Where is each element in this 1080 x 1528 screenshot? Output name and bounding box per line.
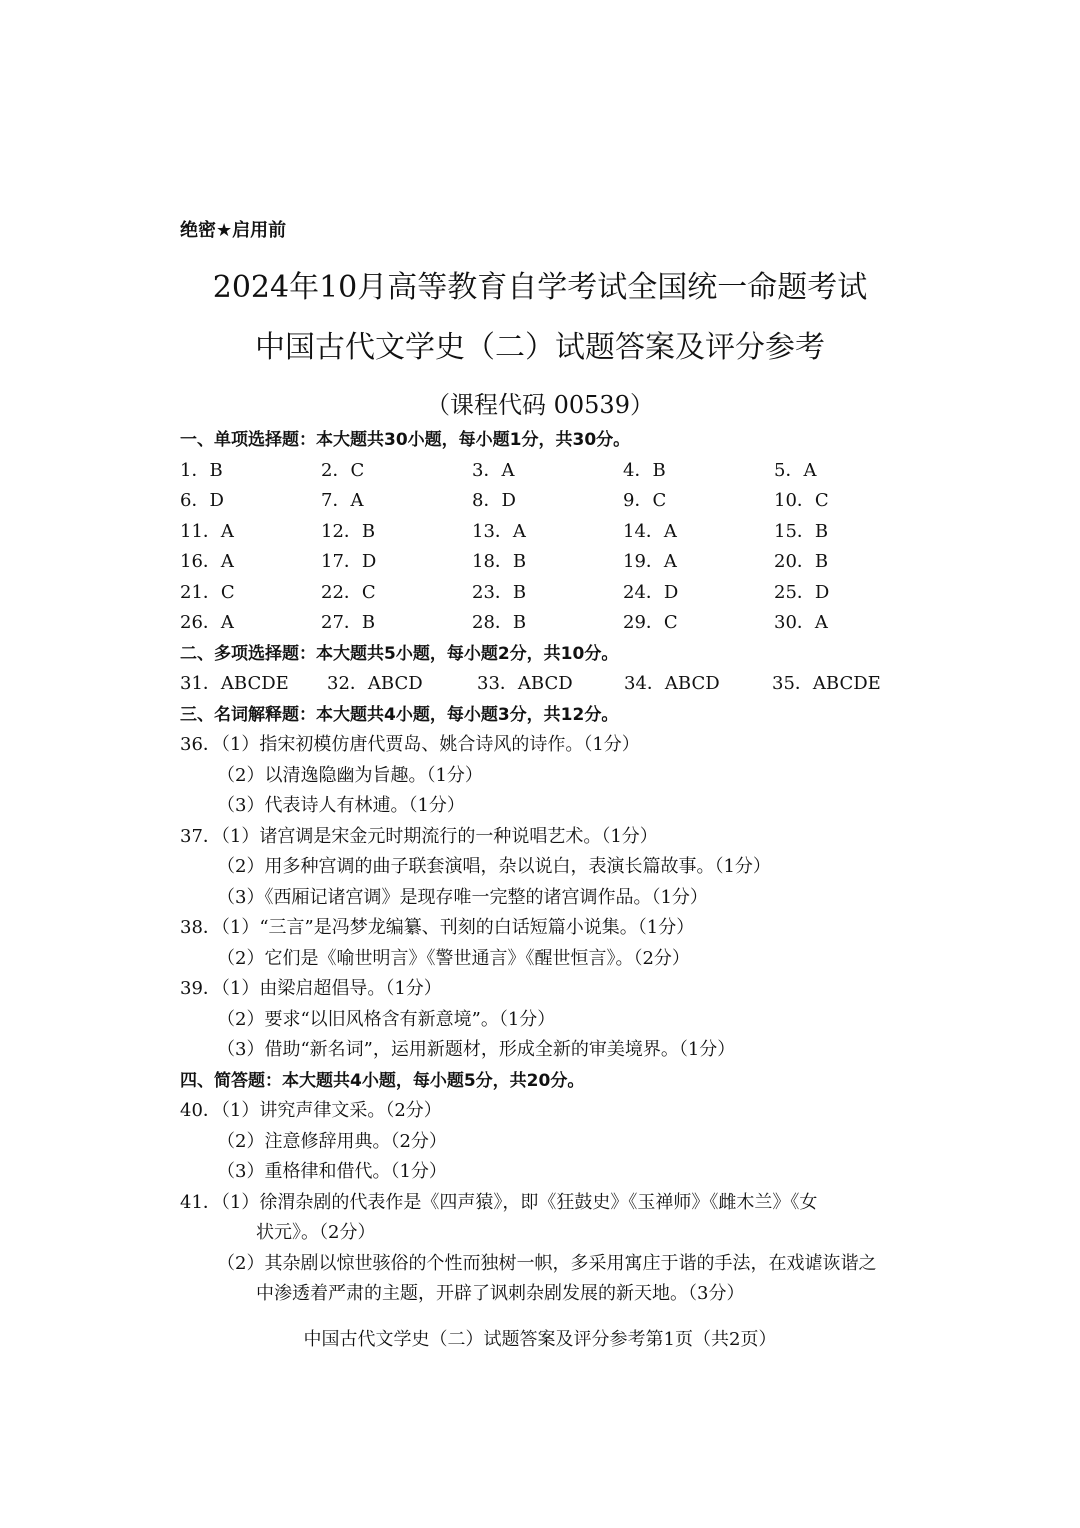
answer-cell: 22．C: [321, 581, 376, 603]
answer-line: （2）它们是《喻世明言》《警世通言》《醒世恒言》。（2分）: [217, 947, 690, 969]
answer-cell: 34．ABCD: [624, 673, 720, 694]
answer-line: 41．（1）徐渭杂剧的代表作是《四声猿》，即《狂鼓史》《玉禅师》《雌木兰》《女: [180, 1191, 818, 1213]
answer-cell: 28．B: [472, 612, 527, 633]
answer-line: 37．（1）诸宫调是宋金元时期流行的一种说唱艺术。（1分）: [180, 825, 658, 847]
answer-line: （2）其杂剧以惊世骇俗的个性而独树一帜，多采用寓庄于谐的手法，在戏谑诙谐之: [217, 1252, 877, 1274]
answer-cell: 30．A: [774, 612, 828, 633]
answer-row: [180, 486, 920, 517]
answer-line: （3）借助“新名词”，运用新题材，形成全新的审美境界。（1分）: [217, 1039, 736, 1060]
section4-heading: 四、简答题：本大题共4小题，每小题5分，共20分。: [180, 1070, 585, 1091]
answer-cell: 11．A: [180, 520, 234, 542]
answer-row: [180, 517, 920, 548]
answer-cell: 31．ABCDE: [180, 673, 289, 694]
answer-cell: 2．C: [321, 459, 365, 481]
exam-title: 2024年10月高等教育自学考试全国统一命题考试: [212, 270, 868, 305]
answer-cell: 19．A: [623, 551, 677, 572]
answer-row: [180, 608, 920, 639]
answer-row: [180, 578, 920, 609]
course-code: （课程代码 00539）: [426, 391, 654, 419]
section2-heading: 二、多项选择题：本大题共5小题，每小题2分，共10分。: [180, 643, 619, 664]
answer-line: 38．（1）“三言”是冯梦龙编纂、刊刻的白话短篇小说集。（1分）: [180, 917, 695, 938]
answer-row: [180, 456, 920, 487]
answer-line: （2）注意修辞用典。（2分）: [217, 1130, 447, 1152]
answer-line: （2）用多种宫调的曲子联套演唱，杂以说白，表演长篇故事。（1分）: [217, 856, 771, 877]
answer-cell: 4．B: [623, 459, 666, 481]
confidential-mark: 绝密★启用前: [180, 220, 287, 241]
answer-line: （3）重格律和借代。（1分）: [217, 1161, 447, 1182]
answer-line: 36．（1）指宋初模仿唐代贾岛、姚合诗风的诗作。（1分）: [180, 734, 640, 755]
answer-row: [180, 547, 920, 578]
answer-cell: 29．C: [623, 612, 678, 633]
answer-cell: 13．A: [472, 520, 526, 542]
answer-cell: 32．ABCD: [327, 673, 423, 694]
answer-line: 40．（1）讲究声律文采。（2分）: [180, 1100, 442, 1121]
answer-line: 中渗透着严肃的主题，开辟了讽刺杂剧发展的新天地。（3分）: [256, 1283, 745, 1304]
answer-cell: 10．C: [774, 490, 829, 511]
answer-cell: 18．B: [472, 551, 527, 572]
answer-cell: 6．D: [180, 490, 224, 511]
section1-heading: 一、单项选择题：本大题共30小题，每小题1分，共30分。: [180, 430, 631, 450]
answer-cell: 20．B: [774, 551, 829, 572]
answer-cell: 5．A: [774, 459, 817, 481]
answer-cell: 23．B: [472, 581, 527, 603]
answer-cell: 1．B: [180, 459, 223, 481]
answer-cell: 14．A: [623, 520, 677, 542]
answer-cell: 35．ABCDE: [772, 673, 881, 694]
answer-line: 39．（1）由梁启超倡导。（1分）: [180, 978, 442, 999]
document-title: 中国古代文学史（二）试题答案及评分参考: [255, 330, 825, 365]
answer-cell: 3．A: [472, 459, 515, 481]
answer-cell: 33．ABCD: [477, 673, 573, 694]
answer-line: （3）代表诗人有林逋。（1分）: [217, 795, 465, 816]
section3-heading: 三、名词解释题：本大题共4小题，每小题3分，共12分。: [180, 704, 619, 725]
answer-cell: 7．A: [321, 490, 364, 511]
answer-cell: 8．D: [472, 490, 516, 511]
answer-line: （3）《西厢记诸宫调》是现存唯一完整的诸宫调作品。（1分）: [217, 886, 708, 908]
answer-cell: 16．A: [180, 551, 234, 572]
answer-line: （2）以清逸隐幽为旨趣。（1分）: [217, 764, 483, 786]
answer-body: [180, 425, 920, 1310]
answer-row: [180, 669, 920, 700]
page-footer: 中国古代文学史（二）试题答案及评分参考第1页（共2页）: [303, 1329, 777, 1350]
answer-cell: 17．D: [321, 551, 377, 572]
answer-line: 状元》。（2分）: [256, 1222, 376, 1243]
answer-cell: 9．C: [623, 490, 667, 511]
answer-cell: 12．B: [321, 520, 376, 542]
answer-cell: 27．B: [321, 612, 376, 633]
answer-line: （2）要求“以旧风格含有新意境”。（1分）: [217, 1008, 556, 1030]
answer-cell: 26．A: [180, 612, 234, 633]
answer-cell: 25．D: [774, 581, 830, 603]
answer-cell: 24．D: [623, 581, 679, 603]
answer-cell: 21．C: [180, 581, 235, 603]
answer-cell: 15．B: [774, 520, 829, 542]
